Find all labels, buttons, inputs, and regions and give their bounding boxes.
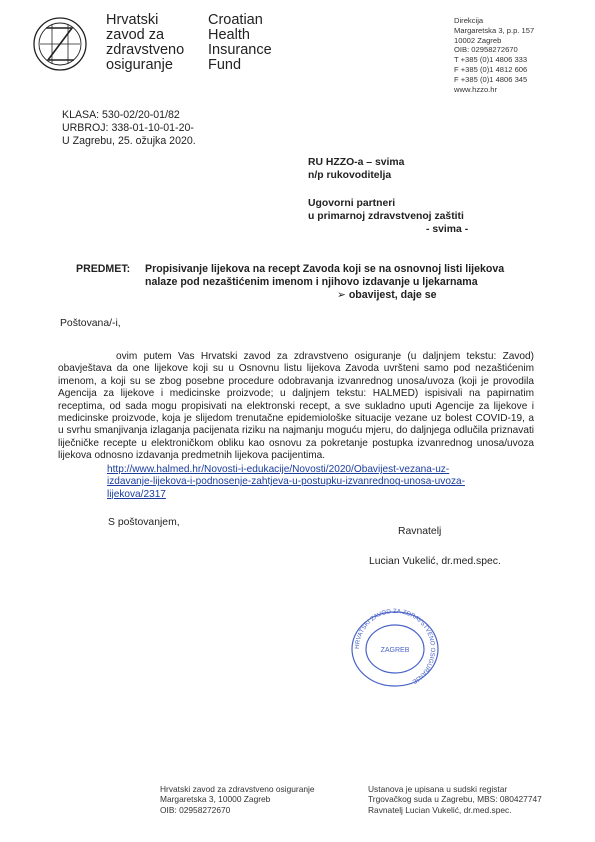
contact-line: Margaretska 3, p.p. 157	[454, 25, 535, 35]
footer-line: Ustanova je upisana u sudski registar	[368, 784, 508, 794]
contact-block	[454, 16, 534, 94]
contact-line: Direkcija	[454, 16, 484, 25]
official-stamp	[345, 605, 445, 689]
org-name-hr-line: osiguranje	[106, 57, 173, 73]
org-name-hr-line: Hrvatski	[106, 12, 159, 28]
org-name-english	[208, 13, 272, 73]
hzzo-logo	[32, 16, 88, 72]
document-date: U Zagrebu, 25. ožujka 2020.	[62, 135, 196, 147]
footer-line: Ravnatelj Lucian Vukelić, dr.med.spec.	[368, 804, 512, 815]
subject-line: nalaze pod nezaštićenim imenom i njihovo izdavanje u ljekarnama	[145, 276, 478, 288]
contact-line: OIB: 02958272670	[454, 45, 518, 55]
org-name-en-line: Insurance	[208, 42, 272, 58]
org-name-hr-line: zavod za	[106, 27, 165, 43]
signer-title: Ravnatelj	[398, 526, 442, 537]
subject-line: Propisivanje lijekova na recept Zavoda koji se na osnovnoj listi lijekova	[145, 263, 505, 275]
greeting: Poštovana/-i,	[60, 318, 121, 329]
closing-regards: S poštovanjem,	[108, 517, 180, 528]
partners-line: - svima -	[426, 224, 469, 235]
stamp-center-text: ZAGREB	[380, 647, 410, 654]
org-name-croatian	[106, 13, 184, 73]
contact-website: www.hzzo.hr	[454, 84, 498, 94]
partners-line: Ugovorni partneri	[308, 198, 396, 209]
partners-block	[308, 197, 468, 236]
footer-line: Hrvatski zavod za zdravstveno osiguranje	[160, 784, 315, 794]
contact-line: F +385 (0)1 4806 345	[454, 74, 528, 84]
urbroj-number: URBROJ: 338-01-10-01-20-	[62, 122, 194, 134]
halmed-link[interactable]: http://www.halmed.hr/Novosti-i-edukacije/Novosti/2020/Obavijest-vezana-uz-izdavanje-lijekova-i-podnosenje-zahtjeva-u-postupku-izvanrednog-unosa-uvoza-lijekova/2317	[107, 464, 465, 500]
stamp-ring-text: HRVATSKI ZAVOD ZA ZDRAVSTVENO OSIGURANJE	[353, 607, 437, 686]
body-paragraph: ovim putem Vas Hrvatski zavod za zdravstveno osiguranje (u daljnjem tekstu: Zavod) obavještava da one lijekove koji su u Osnovnu listu lijekova Zavoda uvršteni samo pod nezaštićenim imenom, a koji su se zbog posebne procedure odobravanja izvanrednog unosa/uvoza (koji je provodila Agencija za lijekove i medicinske proizvode; u daljnjem tekstu: HALMED) ispisivali na papirnatim receptima, od sada mogu propisivati na elektronski recept, a sve sukladno uputi Agencije za lijekove i medicinske proizvode, koja je slijedom trenutačne epidemiološke situacije vezane uz bolest COVID-19, a u svrhu smanjivanja izlaganja pacijenata riziku na najmanju moguću mjeru, do daljnjega odlučila priznavati liječničke recepte u elektroničkom obliku kao osnovu za pokretanje postupka izvanrednog unosa/uvoza lijekova odnosno izdavanja predmetnih lijekova pacijentima.	[58, 351, 534, 462]
footer-right	[368, 784, 542, 815]
contact-line: F +385 (0)1 4812 606	[454, 64, 528, 74]
contact-line: 10002 Zagreb	[454, 35, 502, 45]
subject-label: PREDMET:	[76, 263, 131, 275]
recipient-line: n/p rukovoditelja	[308, 170, 392, 181]
subject-text	[145, 263, 535, 302]
reference-block	[62, 109, 196, 148]
letter-body	[58, 351, 534, 463]
footer-line: Margaretska 3, 10000 Zagreb	[160, 794, 271, 805]
recipient-line: RU HZZO-a – svima	[308, 157, 405, 168]
recipient-block	[308, 156, 404, 182]
footer-left	[160, 784, 315, 815]
contact-line: T +385 (0)1 4806 333	[454, 55, 528, 65]
footer-line: OIB: 02958272670	[160, 804, 231, 815]
org-name-hr-line: zdravstveno	[106, 42, 185, 58]
org-name-en-line: Croatian	[208, 12, 263, 28]
org-name-en-line: Fund	[208, 57, 242, 73]
partners-line: u primarnoj zdravstvenoj zaštiti	[308, 211, 464, 222]
signer-name: Lucian Vukelić, dr.med.spec.	[369, 556, 501, 567]
klasa-number: KLASA: 530-02/20-01/82	[62, 109, 180, 121]
footer-line: Trgovačkog suda u Zagrebu, MBS: 080427747	[368, 794, 542, 805]
subject-bullet: ➢ obavijest, daje se	[337, 289, 437, 301]
org-name-en-line: Health	[208, 27, 250, 43]
